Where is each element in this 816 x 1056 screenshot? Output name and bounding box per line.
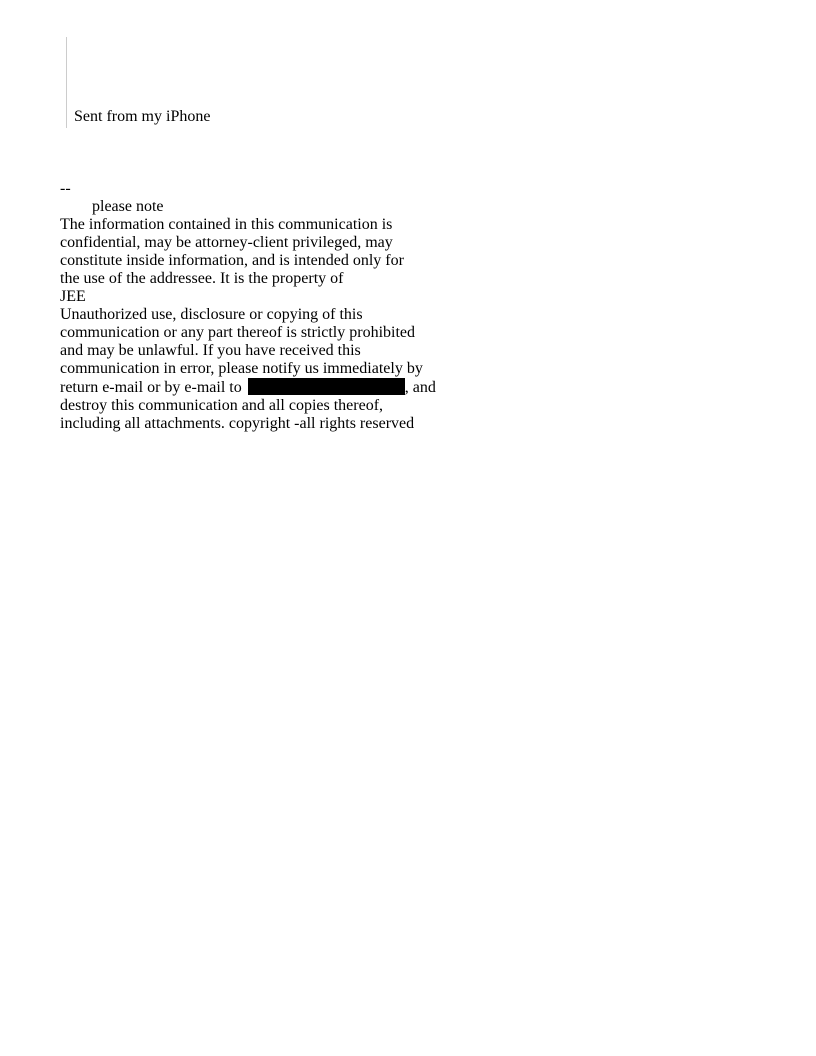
email-signature: [60, 180, 440, 433]
company-name: JEE: [60, 288, 86, 305]
redacted-email-block: [248, 378, 405, 395]
disclaimer-line: confidential, may be attorney-client privileged, may: [60, 234, 393, 251]
return-email-suffix: , and: [404, 379, 436, 396]
disclaimer-line: including all attachments. copyright -all rights reserved: [60, 415, 415, 432]
disclaimer-line: and may be unlawful. If you have received this: [60, 342, 361, 359]
disclaimer-line: communication or any part thereof is strictly prohibited: [60, 324, 416, 341]
disclaimer-line: the use of the addressee. It is the property of: [60, 270, 344, 287]
disclaimer-line: communication in error, please notify us immediately by: [60, 360, 423, 377]
return-email-line: [60, 378, 440, 397]
signature-separator: --: [60, 180, 71, 197]
signature-heading: please note: [92, 198, 164, 215]
disclaimer-line: constitute inside information, and is intended only for: [60, 252, 404, 269]
return-email-text: return e-mail or by e-mail to: [60, 379, 242, 396]
disclaimer-line: destroy this communication and all copies thereof,: [60, 397, 384, 414]
quote-bar: [66, 37, 67, 128]
disclaimer-line: The information contained in this communication is: [60, 216, 393, 233]
sent-from-line: Sent from my iPhone: [74, 108, 211, 125]
disclaimer-line: Unauthorized use, disclosure or copying of this: [60, 306, 363, 323]
